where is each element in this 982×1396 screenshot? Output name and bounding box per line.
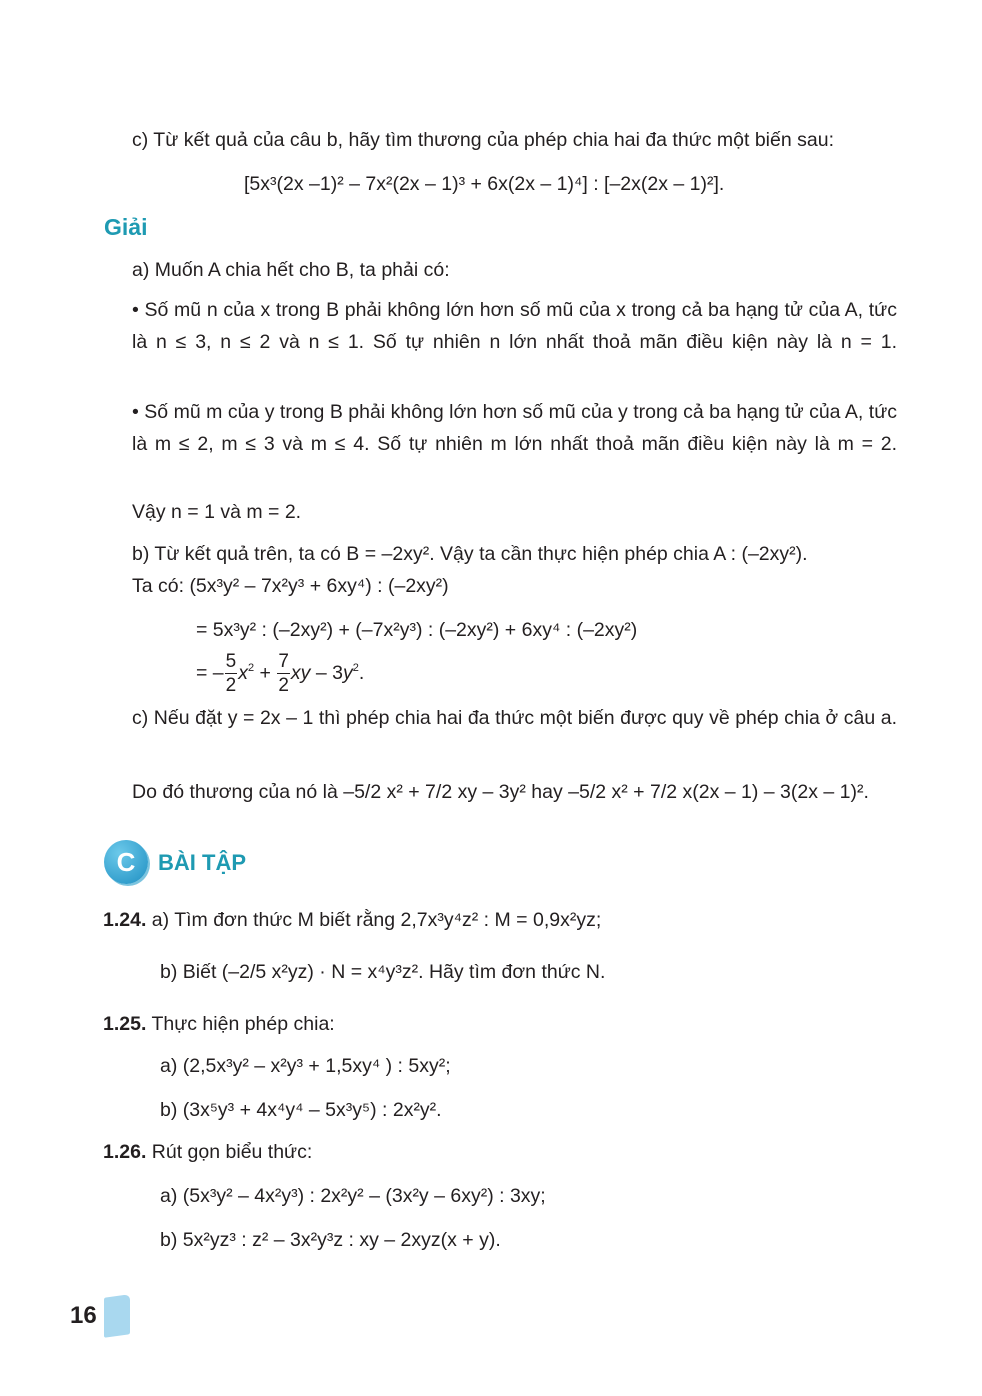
solution-a-conclusion: Vậy n = 1 và m = 2. (132, 501, 302, 523)
solution-bullet-m: • Số mũ m của y trong B phải không lớn hơn số mũ của y trong cả ba hạng tử của A, tức là m ≤ 2, m ≤ 3 và m ≤ 4. Số tự nhiên m lớn nhất thoả mãn điều kiện này là m = 2. (132, 401, 897, 455)
exercise-1-26-b: b) 5x²yz³ : z² – 3x²y³z : xy – 2xyz(x + y). (160, 1229, 501, 1251)
solution-b-line4: = – $\frac{5}{2}$ $x^2$ + $\frac{7}{2}$ xy – $3y^2$. (196, 651, 365, 697)
solution-c-line2: Do đó thương của nó là –5/2 x² + 7/2 xy – 3y² hay –5/2 x² + 7/2 x(2x – 1) – 3(2x – 1)². (132, 781, 869, 803)
solution-heading: Giải (104, 214, 148, 240)
page-number: 16 (70, 1302, 97, 1329)
page-tab (104, 1294, 130, 1338)
badge-letter: C (116, 847, 136, 877)
solution-b-line3: = 5x³y² : (–2xy²) + (–7x²y³) : (–2xy²) + 6xy⁴ : (–2xy²) (196, 619, 638, 641)
fraction: $\frac{5}{2}$ (225, 651, 237, 697)
solution-bullet-n: • Số mũ n của x trong B phải không lớn hơn số mũ của x trong cả ba hạng tử của A, tức là n ≤ 3, n ≤ 2 và n ≤ 1. Số tự nhiên n lớn nhất thoả mãn điều kiện này là n = 1. (132, 299, 897, 353)
exercise-1-24-a: 1.24. a) Tìm đơn thức M biết rằng 2,7x³y⁴z² : M = 0,9x²yz; (103, 909, 602, 931)
exercise-1-25-title: 1.25. Thực hiện phép chia: (103, 1013, 335, 1035)
question-c-intro: c) Từ kết quả của câu b, hãy tìm thương của phép chia hai đa thức một biến sau: (132, 129, 834, 151)
solution-b-line2: Ta có: (5x³y² – 7x²y³ + 6xy⁴) : (–2xy²) (132, 575, 449, 597)
exercise-1-24-b: b) Biết (–2/5 x²yz) · N = x⁴y³z². Hãy tìm đơn thức N. (160, 961, 606, 983)
exercise-1-26-a: a) (5x³y² – 4x²y³) : 2x²y² – (3x²y – 6xy²) : 3xy; (160, 1185, 546, 1207)
exercise-1-25-a: a) (2,5x³y² – x²y³ + 1,5xy⁴ ) : 5xy²; (160, 1055, 451, 1077)
exercise-1-25-b: b) (3x⁵y³ + 4x⁴y⁴ – 5x³y⁵) : 2x²y². (160, 1099, 442, 1121)
question-c-formula: [5x³(2x –1)² – 7x²(2x – 1)³ + 6x(2x – 1)⁴] : [–2x(2x – 1)²]. (244, 173, 725, 195)
exercises-badge (104, 840, 148, 884)
solution-b-line1: b) Từ kết quả trên, ta có B = –2xy². Vậy ta cần thực hiện phép chia A : (–2xy²). (132, 543, 808, 565)
solution-a-intro: a) Muốn A chia hết cho B, ta phải có: (132, 259, 450, 281)
exercise-1-26-title: 1.26. Rút gọn biểu thức: (103, 1141, 313, 1163)
fraction: $\frac{7}{2}$ (278, 651, 289, 697)
exercises-heading: BÀI TẬP (158, 850, 246, 875)
solution-c-line1: c) Nếu đặt y = 2x – 1 thì phép chia hai đa thức một biến được quy về phép chia ở câu a. (132, 707, 897, 729)
